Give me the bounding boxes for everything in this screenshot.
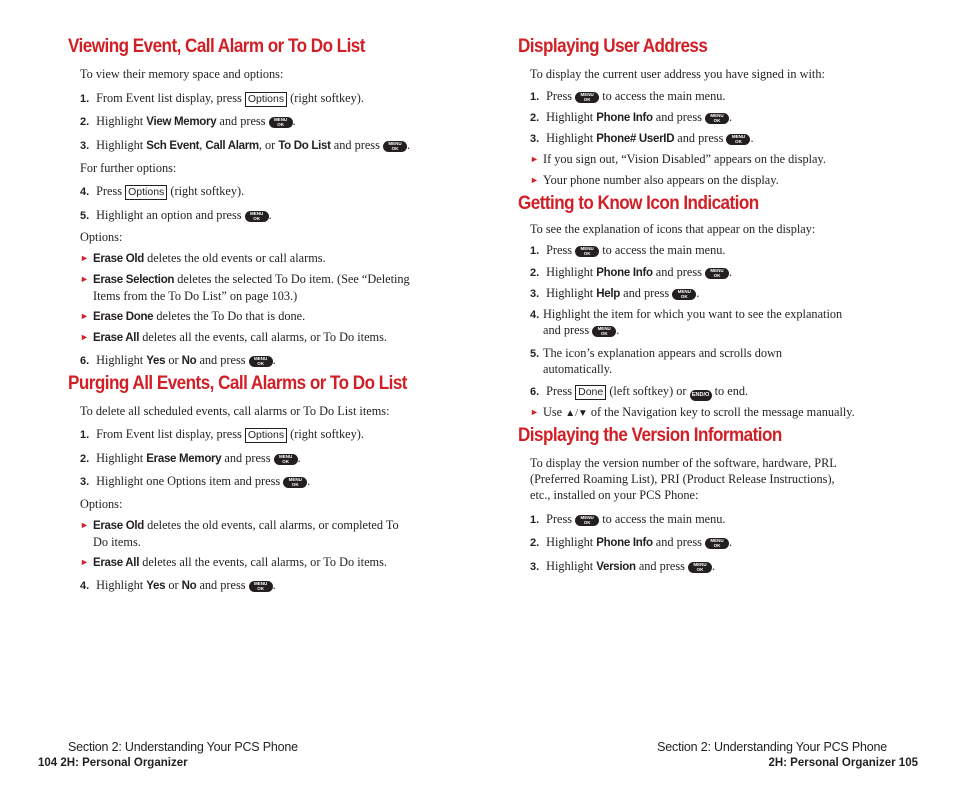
red-triangle-bullet-icon: ► — [80, 311, 89, 321]
bullet-erase-all: ► Erase All deletes all the events, call alarms, or To Do items. — [80, 330, 387, 344]
menu-ok-key-icon: MENU OK — [249, 581, 273, 592]
menu-ok-key-icon: MENU OK — [249, 356, 273, 367]
red-triangle-bullet-icon: ► — [80, 557, 89, 567]
red-triangle-bullet-icon: ► — [530, 154, 539, 164]
step-3: 3. Highlight Version and press MENU OK . — [530, 559, 716, 573]
step-2: 2. Highlight View Memory and press MENU OK . — [80, 114, 296, 128]
footer-section-right: Section 2: Understanding Your PCS Phone — [657, 740, 887, 754]
bullet-vision-disabled: ► If you sign out, “Vision Disabled” appears on the display. — [530, 152, 826, 166]
intro-text: To view their memory space and options: — [80, 67, 284, 81]
intro-text: To display the version number of the software, hardware, PRL (Preferred Roaming List), PRI (Product Release Instructions), etc., installed on your PCS Phone: — [530, 456, 837, 502]
options-label: Options: — [80, 230, 123, 244]
step-1: 1. Press MENU OK to access the main menu. — [530, 89, 726, 103]
footer-page-left: 104 2H: Personal Organizer — [38, 757, 188, 769]
step-6: 6. Press Done (left softkey) or END/O to end. — [530, 383, 748, 401]
bullet-navigation: ► Use ▲/▼ of the Navigation key to scroll the message manually. — [530, 405, 855, 419]
menu-ok-key-icon: MENU OK — [705, 268, 729, 279]
step-4: 4. Highlight the item for which you want to see the explanation and press MENU OK . — [530, 307, 843, 337]
step-3: 3. Highlight Help and press MENU OK . — [530, 286, 700, 300]
further-options-text: For further options: — [80, 161, 177, 175]
options-softkey-icon: Options — [125, 185, 167, 200]
step-1: 1. Press MENU OK to access the main menu. — [530, 243, 726, 257]
red-triangle-bullet-icon: ► — [80, 274, 89, 284]
step-1: 1. From Event list display, press Options (right softkey). — [80, 91, 364, 105]
options-softkey-icon: Options — [245, 92, 287, 107]
heading-viewing-event: Viewing Event, Call Alarm or To Do List — [68, 36, 365, 57]
red-triangle-bullet-icon: ► — [530, 407, 539, 417]
red-triangle-bullet-icon: ► — [80, 253, 89, 263]
step-2: 2. Highlight Erase Memory and press MENU OK . — [80, 451, 301, 465]
menu-ok-key-icon: MENU OK — [575, 515, 599, 526]
step-2: 2. Highlight Phone Info and press MENU OK . — [530, 265, 733, 279]
menu-ok-key-icon: MENU OK — [592, 326, 616, 337]
step-4: 4. Highlight Yes or No and press MENU OK . — [80, 578, 276, 592]
heading-version-information: Displaying the Version Information — [518, 425, 782, 446]
footer-page-right: 2H: Personal Organizer 105 — [768, 757, 918, 769]
menu-ok-key-icon: MENU OK — [726, 134, 750, 145]
step-1: 1. Press MENU OK to access the main menu. — [530, 512, 726, 526]
intro-text: To display the current user address you have signed in with: — [530, 67, 825, 81]
step-5: 5. Highlight an option and press MENU OK . — [80, 208, 272, 222]
step-1: 1. From Event list display, press Options (right softkey). — [80, 427, 364, 441]
menu-ok-key-icon: MENU OK — [688, 562, 712, 573]
intro-text: To see the explanation of icons that appear on the display: — [530, 222, 816, 236]
menu-ok-key-icon: MENU OK — [575, 92, 599, 103]
step-5: 5. The icon’s explanation appears and scrolls down automatically. — [530, 346, 783, 376]
bullet-erase-selection: ► Erase Selection deletes the selected To Do item. (See “Deleting Items from the To Do List” on page 103.) — [80, 272, 410, 303]
navigation-arrows-icon: ▲/▼ — [565, 408, 588, 419]
bullet-phone-number: ► Your phone number also appears on the display. — [530, 173, 779, 187]
heading-purging-all-events: Purging All Events, Call Alarms or To Do List — [68, 373, 407, 394]
step-3: 3. Highlight Phone# UserID and press MENU OK . — [530, 131, 754, 145]
footer-section-left: Section 2: Understanding Your PCS Phone — [68, 740, 298, 754]
bullet-erase-all: ► Erase All deletes all the events, call alarms, or To Do items. — [80, 555, 387, 569]
heading-icon-indication: Getting to Know Icon Indication — [518, 193, 759, 214]
bullet-erase-old: ► Erase Old deletes the old events, call alarms, or completed To Do items. — [80, 518, 399, 549]
end-key-icon: END/O — [690, 390, 712, 401]
red-triangle-bullet-icon: ► — [530, 175, 539, 185]
options-label: Options: — [80, 497, 123, 511]
bullet-erase-old: ► Erase Old deletes the old events or call alarms. — [80, 251, 326, 265]
menu-ok-key-icon: MENU OK — [383, 141, 407, 152]
red-triangle-bullet-icon: ► — [80, 332, 89, 342]
step-4: 4. Press Options (right softkey). — [80, 184, 245, 198]
options-softkey-icon: Options — [245, 428, 287, 443]
step-3: 3. Highlight one Options item and press MENU OK . — [80, 474, 311, 488]
menu-ok-key-icon: MENU OK — [575, 246, 599, 257]
menu-ok-key-icon: MENU OK — [705, 113, 729, 124]
menu-ok-key-icon: MENU OK — [672, 289, 696, 300]
heading-displaying-user-address: Displaying User Address — [518, 36, 708, 57]
menu-ok-key-icon: MENU OK — [274, 454, 298, 465]
step-2: 2. Highlight Phone Info and press MENU OK . — [530, 535, 733, 549]
menu-ok-key-icon: MENU OK — [705, 538, 729, 549]
step-3: 3. Highlight Sch Event, Call Alarm, or To Do List and press MENU OK . — [80, 138, 411, 152]
menu-ok-key-icon: MENU OK — [269, 117, 293, 128]
red-triangle-bullet-icon: ► — [80, 520, 89, 530]
done-softkey-icon: Done — [575, 385, 606, 400]
bullet-erase-done: ► Erase Done deletes the To Do that is done. — [80, 309, 306, 323]
menu-ok-key-icon: MENU OK — [245, 211, 269, 222]
step-6: 6. Highlight Yes or No and press MENU OK . — [80, 353, 276, 367]
menu-ok-key-icon: MENU OK — [283, 477, 307, 488]
step-2: 2. Highlight Phone Info and press MENU OK . — [530, 110, 733, 124]
intro-text: To delete all scheduled events, call alarms or To Do List items: — [80, 404, 390, 418]
